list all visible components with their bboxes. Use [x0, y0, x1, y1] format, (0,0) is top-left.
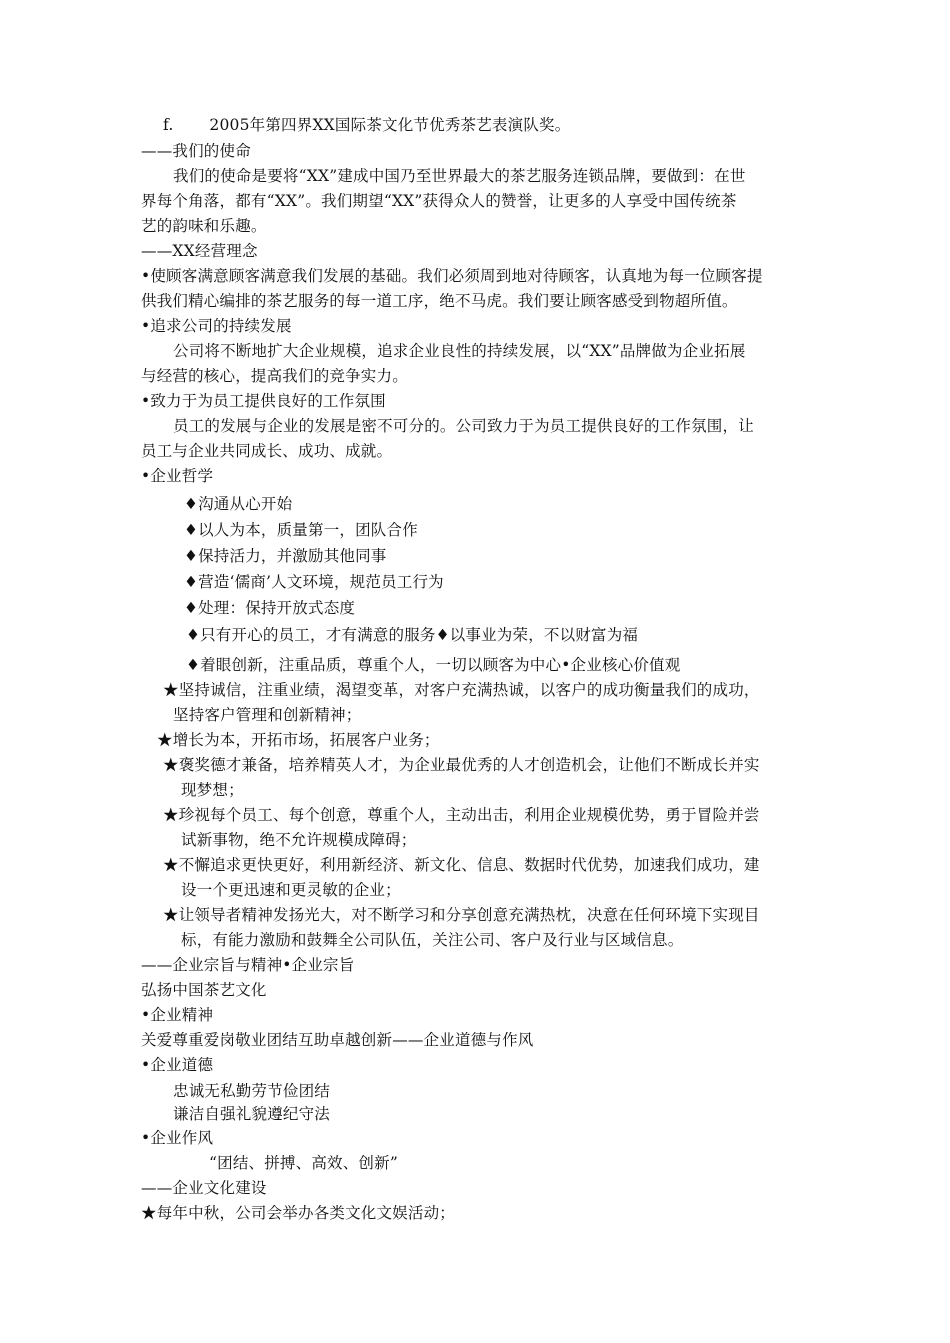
- philosophy-customer-line-2: 供我们精心编排的茶艺服务的每一道工序，绝不马虎。我们要让顾客感受到物超所值。: [141, 292, 738, 310]
- core-value-3-line-1: ★褒奖德才兼备，培养精英人才，为企业最优秀的人才创造机会，让他们不断成长并实: [163, 756, 760, 774]
- core-value-2: ★增长为本，开拓市场，拓展客户业务；: [157, 731, 440, 749]
- ethics-text-line-2: 谦洁自强礼貌遵纪守法: [173, 1105, 331, 1123]
- bullet-enterprise-style: •企业作风: [141, 1129, 214, 1147]
- bullet-sustainable-development: •追求公司的持续发展: [141, 317, 292, 335]
- core-value-1-line-1: ★坚持诚信，注重业绩，渴望变革，对客户充满热诚，以客户的成功衡量我们的成功，: [163, 681, 760, 699]
- bullet-enterprise-spirit: •企业精神: [141, 1006, 214, 1024]
- core-value-1-line-2: 坚持客户管理和创新精神；: [173, 706, 362, 724]
- philosophy-item-1: ♦沟通从心开始: [184, 495, 293, 513]
- philosophy-item-7: ♦着眼创新，注重品质，尊重个人，一切以顾客为中心•企业核心价值观: [186, 656, 681, 674]
- core-value-4-line-1: ★珍视每个员工、每个创意，尊重个人，主动出击，利用企业规模优势，勇于冒险并尝: [163, 806, 760, 824]
- philosophy-item-5: ♦处理：保持开放式态度: [184, 599, 356, 617]
- philosophy-customer-line-1: •使顾客满意顾客满意我们发展的基础。我们必须周到地对待顾客，认真地为每一位顾客提: [141, 267, 763, 285]
- philosophy-item-4: ♦营造‘儒商’人文环境，规范员工行为: [184, 573, 444, 591]
- culture-activity-item: ★每年中秋，公司会举办各类文化文娱活动；: [141, 1204, 456, 1222]
- atmosphere-text-line-1: 员工的发展与企业的发展是密不可分的。公司致力于为员工提供良好的工作氛围，让: [173, 417, 754, 435]
- sustainable-text-line-1: 公司将不断地扩大企业规模，追求企业良性的持续发展，以“XX”品牌做为企业拓展: [173, 342, 746, 360]
- core-value-6-line-1: ★让领导者精神发扬光大，对不断学习和分享创意充满热枕，决意在任何环境下实现目: [163, 906, 760, 924]
- mission-text-line-1: 我们的使命是要将“XX”建成中国乃至世界最大的茶艺服务连锁品牌，要做到：在世: [173, 167, 746, 185]
- ethics-text-line-1: 忠诚无私勤劳节俭团结: [173, 1082, 331, 1100]
- philosophy-item-3: ♦保持活力，并激励其他同事: [184, 547, 387, 565]
- heading-purpose-spirit: ——企业宗旨与精神•企业宗旨: [141, 956, 355, 974]
- heading-culture-building: ——企业文化建设: [141, 1179, 267, 1197]
- style-text: “团结、拼搏、高效、创新”: [209, 1154, 398, 1172]
- heading-business-philosophy: ——XX经营理念: [141, 242, 258, 260]
- mission-text-line-2: 界每个角落，都有“XX”。我们期望“XX”获得众人的赞誉，让更多的人享受中国传统茶: [141, 192, 737, 210]
- core-value-3-line-2: 现梦想；: [181, 781, 244, 799]
- purpose-text: 弘扬中国茶艺文化: [141, 981, 267, 999]
- philosophy-item-6: ♦只有开心的员工，才有满意的服务♦以事业为荣，不以财富为福: [186, 626, 639, 644]
- philosophy-item-2: ♦以人为本，质量第一，团队合作: [184, 521, 418, 539]
- atmosphere-text-line-2: 员工与企业共同成长、成功、成就。: [141, 442, 393, 460]
- core-value-6-line-2: 标，有能力激励和鼓舞全公司队伍，关注公司、客户及行业与区域信息。: [181, 931, 684, 949]
- core-value-4-line-2: 试新事物，绝不允许规模成障碍；: [181, 831, 417, 849]
- bullet-enterprise-ethics: •企业道德: [141, 1056, 214, 1074]
- mission-text-line-3: 艺的韵味和乐趣。: [141, 217, 267, 235]
- core-value-5-line-2: 设一个更迅速和更灵敏的企业；: [181, 881, 401, 899]
- award-item-f: f. 2005年第四界XX国际茶文化节优秀茶艺表演队奖。: [163, 116, 571, 134]
- spirit-text: 关爱尊重爱岗敬业团结互助卓越创新——企业道德与作风: [141, 1031, 534, 1049]
- bullet-enterprise-philosophy: •企业哲学: [141, 467, 214, 485]
- heading-mission: ——我们的使命: [141, 142, 251, 160]
- bullet-work-atmosphere: •致力于为员工提供良好的工作氛围: [141, 392, 386, 410]
- core-value-5-line-1: ★不懈追求更快更好，利用新经济、新文化、信息、数据时代优势，加速我们成功，建: [163, 856, 760, 874]
- sustainable-text-line-2: 与经营的核心，提高我们的竞争实力。: [141, 367, 408, 385]
